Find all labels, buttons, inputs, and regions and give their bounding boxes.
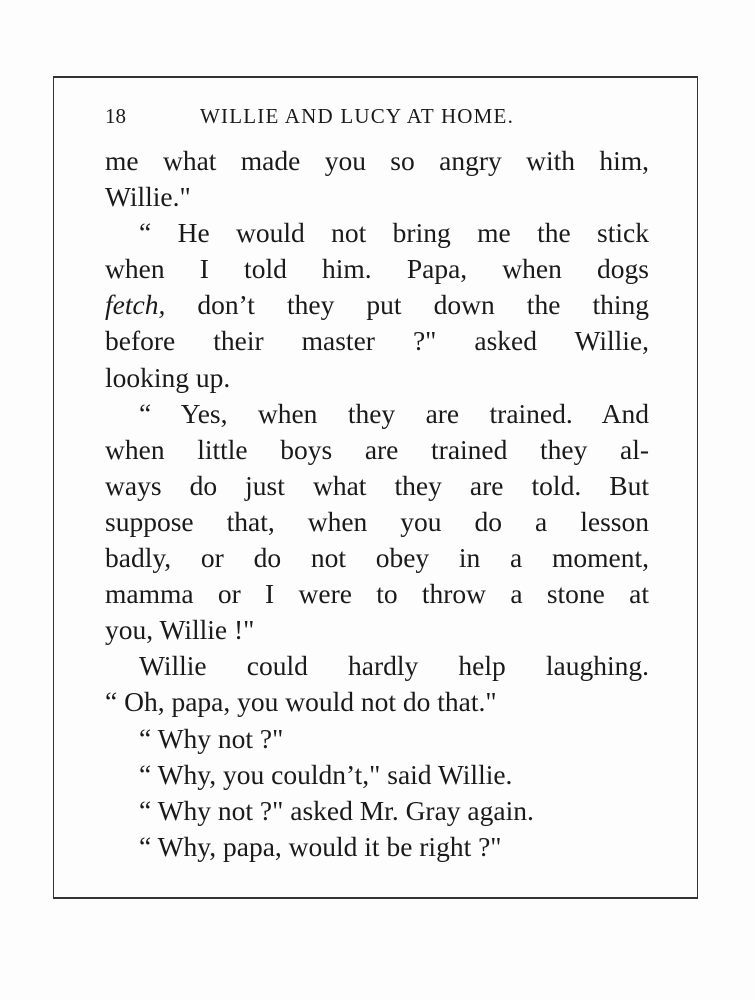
text-line: “ Why, you couldn’t," said Willie. xyxy=(139,758,513,790)
text-line: ways do just what they are told. But xyxy=(105,469,649,501)
text-line: “ Oh, papa, you would not do that." xyxy=(105,686,497,718)
page-number: 18 xyxy=(105,104,126,128)
text-line: “ Why not ?" xyxy=(139,722,284,754)
page-header xyxy=(105,101,575,131)
text-line: Willie could hardly help laughing. xyxy=(139,650,649,682)
text-line: me what made you so angry with him, xyxy=(105,145,649,176)
text-line: mamma or I were to throw a stone at xyxy=(105,578,649,610)
text-line: Willie." xyxy=(105,181,191,213)
text-line: suppose that, when you do a lesson xyxy=(105,505,649,537)
text-line xyxy=(105,287,649,323)
running-head: WILLIE AND LUCY AT HOME. xyxy=(200,104,515,128)
text-line: before their master ?" asked Willie, xyxy=(105,325,649,357)
text-line: “ Yes, when they are trained. And xyxy=(139,397,649,429)
text-line: badly, or do not obey in a moment, xyxy=(105,542,649,574)
text-line: when I told him. Papa, when dogs xyxy=(105,253,649,285)
text-line: you, Willie !" xyxy=(105,614,255,646)
text-line: “ Why not ?" asked Mr. Gray again. xyxy=(139,794,534,826)
body-text xyxy=(105,143,649,865)
line-rest: don’t they put down the thing xyxy=(165,289,649,321)
italic-word: fetch, xyxy=(105,289,166,321)
text-line: when little boys are trained they al- xyxy=(105,433,649,465)
text-line: “ He would not bring me the stick xyxy=(139,217,649,249)
text-line: “ Why, papa, would it be right ?" xyxy=(139,830,502,862)
text-line: looking up. xyxy=(105,361,231,393)
